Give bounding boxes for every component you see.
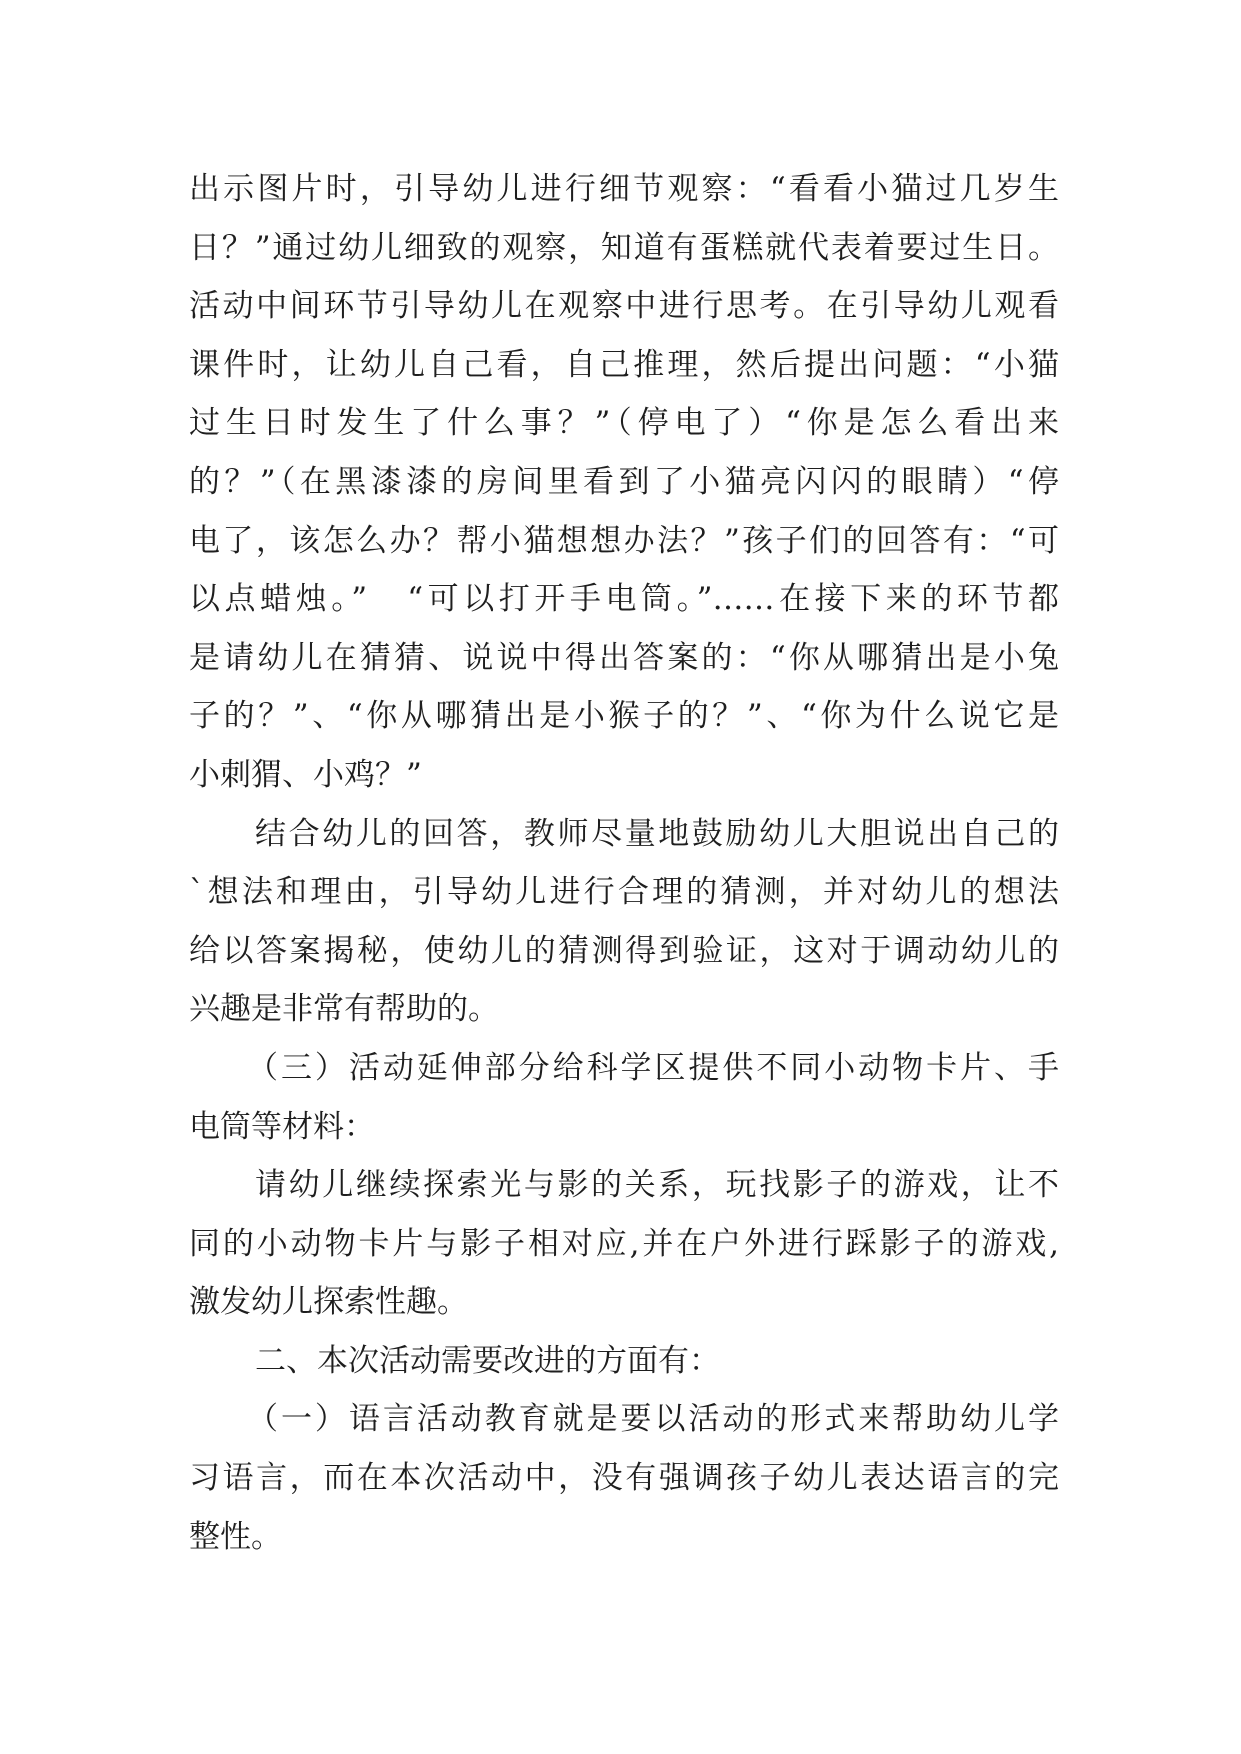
text-line: 习语言，而在本次活动中，没有强调孩子幼儿表达语言的完 bbox=[189, 1460, 1059, 1497]
text-line: 课件时，让幼儿自己看，自己推理，然后提出问题：“小猫 bbox=[189, 346, 1059, 383]
text-line: 日？”通过幼儿细致的观察，知道有蛋糕就代表着要过生日。 bbox=[189, 229, 1059, 266]
text-line: 活动中间环节引导幼儿在观察中进行思考。在引导幼儿观看 bbox=[189, 288, 1059, 325]
text-line: 整性。 bbox=[189, 1518, 282, 1555]
text-line: 给以答案揭秘，使幼儿的猜测得到验证，这对于调动幼儿的 bbox=[189, 932, 1059, 969]
paragraph-first-line: 请幼儿继续探索光与影的关系，玩找影子的游戏，让不 bbox=[255, 1167, 1059, 1204]
section-heading: 二、本次活动需要改进的方面有： bbox=[255, 1342, 720, 1379]
text-line: 是请幼儿在猜猜、说说中得出答案的：“你从哪猜出是小兔 bbox=[189, 639, 1059, 676]
text-line: 小刺猬、小鸡？” bbox=[189, 756, 422, 793]
section-heading-line: （三）活动延伸部分给科学区提供不同小动物卡片、手 bbox=[247, 1049, 1059, 1086]
text-line: 兴趣是非常有帮助的。 bbox=[189, 991, 499, 1028]
paragraph-first-line: 结合幼儿的回答，教师尽量地鼓励幼儿大胆说出自己的 bbox=[255, 815, 1059, 852]
text-line: `想法和理由，引导幼儿进行合理的猜测，并对幼儿的想法 bbox=[189, 874, 1059, 911]
text-line: 子的？”、“你从哪猜出是小猴子的？”、“你为什么说它是 bbox=[189, 698, 1059, 735]
text-line: 同的小动物卡片与影子相对应,并在户外进行踩影子的游戏, bbox=[189, 1225, 1059, 1262]
text-line: 以点蜡烛。” “可以打开手电筒。”……在接下来的环节都 bbox=[189, 581, 1059, 618]
text-line: 的？”（在黑漆漆的房间里看到了小猫亮闪闪的眼睛）“停 bbox=[189, 463, 1059, 500]
text-line: 激发幼儿探索性趣。 bbox=[189, 1284, 468, 1321]
text-line: 电了，该怎么办？帮小猫想想办法？”孩子们的回答有：“可 bbox=[189, 522, 1059, 559]
body-text bbox=[189, 160, 1059, 1566]
text-line: 过生日时发生了什么事？”（停电了）“你是怎么看出来 bbox=[189, 405, 1059, 442]
text-line: 电筒等材料： bbox=[189, 1108, 375, 1145]
paragraph-first-line: （一）语言活动教育就是要以活动的形式来帮助幼儿学 bbox=[247, 1401, 1059, 1438]
text-line: 出示图片时，引导幼儿进行细节观察：“看看小猫过几岁生 bbox=[189, 171, 1059, 207]
